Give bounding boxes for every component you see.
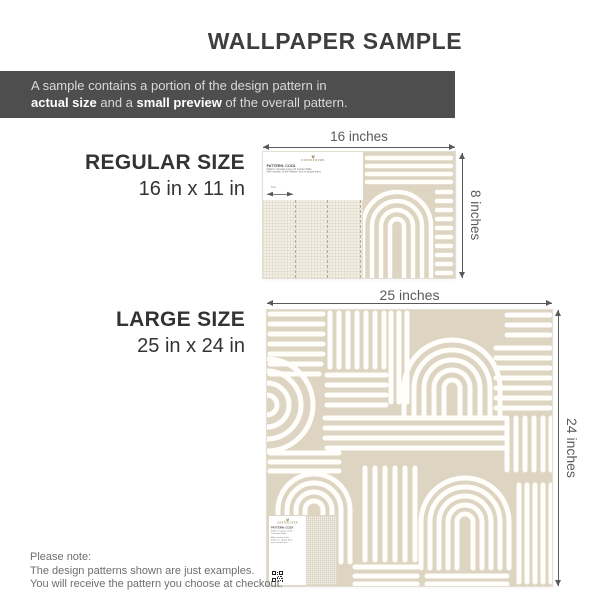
regular-sample-card [263,152,455,278]
label-pattern-name: PATTERN: COZA [271,526,294,530]
label-line5: not in actual size [271,541,288,544]
regular-card-line2: Mini version of the Pattern (not in actual size) [266,170,321,174]
large-sample-card [267,310,552,586]
info-banner [0,71,455,118]
regular-size-label [38,149,245,203]
label-line1: Pattern repeats every [271,529,293,533]
banner-line1: A sample contains a portion of the design pattern in [31,78,327,93]
fold-line [327,200,328,278]
label-texture-panel [306,516,337,585]
label-line2: 24 inches Wide [271,532,287,535]
regular-card-header [263,152,363,200]
large-width-arrow [267,303,552,304]
large-height-arrow [558,310,559,586]
regular-actual-size-pattern [363,152,455,278]
large-size-label [38,306,245,360]
regular-width-label: 16 inches [330,129,388,144]
regular-height-arrow [462,153,463,278]
banner-mid: and a [96,94,137,110]
note-line2: The design patterns shown are just examples. [30,564,255,577]
regular-card-brand-block [263,154,363,162]
brand-name: COSTACOVER [301,159,325,162]
banner-bold-small-preview: small preview [136,94,222,110]
banner-bold-actual-size: actual size [31,94,97,110]
large-size-name: LARGE SIZE [115,308,245,331]
large-size-dimensions: 25 in x 24 in [137,335,245,357]
label-line3: Mini version of the [271,536,289,539]
regular-card-line1: Pattern repeats every 24 inches Wide [266,168,312,171]
regular-card-mini-preview [263,200,363,278]
large-height-label: 24 inches [564,418,580,478]
brand-name: COSTACOVER [277,522,298,525]
fold-line [295,200,296,278]
regular-size-dimensions: 16 in x 11 in [138,178,245,200]
label-line4: Pattern is shown here, [271,538,293,542]
note-line1: Please note: [30,551,92,563]
banner-tail: of the overall pattern. [221,94,348,110]
regular-size-name: REGULAR SIZE [85,151,245,174]
page-title: WALLPAPER SAMPLE [207,28,463,54]
mini-scale-label: 5 in [271,186,276,189]
large-width-label: 25 inches [379,287,440,303]
bottom-note [30,551,283,592]
note-line3: You will receive the pattern you choose at checkout. [30,578,283,590]
mini-dimension-arrow [267,194,293,195]
regular-width-arrow [263,147,455,148]
regular-card-pattern-name: PATTERN: COZA [266,163,296,168]
fold-line [360,200,361,278]
regular-height-label: 8 inches [468,190,483,241]
label-brand-block [269,517,306,524]
